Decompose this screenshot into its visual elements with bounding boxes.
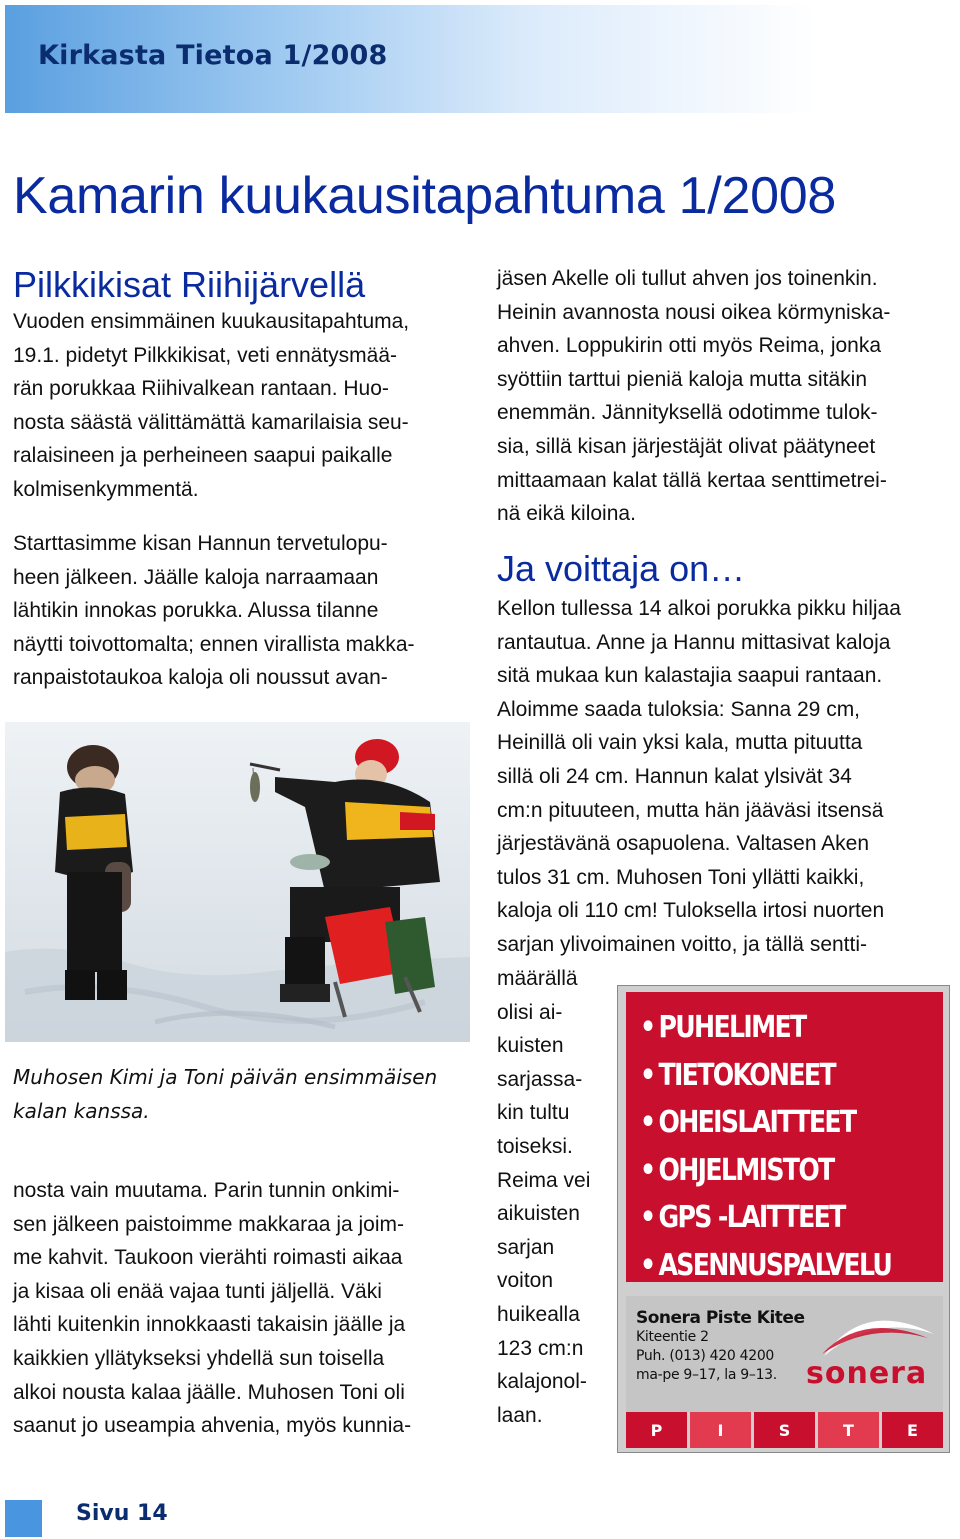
text-line: Heinillä oli vain yksi kala, mutta pituutta bbox=[497, 731, 863, 755]
text-line: sia, sillä kisan järjestäjät olivat päätyneet bbox=[497, 434, 876, 458]
text-line: ahven. Loppukirin otti myös Reima, jonka bbox=[497, 334, 882, 358]
shop-address: Kiteentie 2 bbox=[636, 1329, 709, 1345]
text-line: Vuoden ensimmäinen kuukausitapahtuma, bbox=[13, 310, 410, 333]
column1-paragraph3 bbox=[13, 1174, 411, 1443]
bullet-icon: • bbox=[640, 1010, 657, 1045]
bullet-icon: • bbox=[640, 1105, 657, 1140]
text-line: lähti kuitenkin innokkaasti takaisin jäälle ja bbox=[13, 1313, 406, 1337]
text-line: olisi ai- bbox=[497, 1000, 563, 1024]
ad-item: •PUHELIMET bbox=[640, 1004, 891, 1052]
text-line: enemmän. Jännityksellä odotimme tulok- bbox=[497, 401, 878, 425]
text-line: sarjan bbox=[497, 1235, 555, 1259]
text-line: sarjassa- bbox=[497, 1067, 583, 1091]
text-line: mittaamaan kalat tällä kertaa senttimetrei- bbox=[497, 468, 887, 492]
text-line: huikealla bbox=[497, 1302, 580, 1326]
piste-letter-strip bbox=[626, 1412, 943, 1448]
text-line: tulos 31 cm. Muhosen Toni yllätti kaikki, bbox=[497, 865, 865, 889]
text-line: cm:n pituuteen, mutta hän jääväsi itsensä bbox=[497, 798, 884, 822]
ice-fishing-photo bbox=[5, 722, 470, 1042]
text-line: järjestävänä osapuolena. Valtasen Aken bbox=[497, 832, 870, 856]
text-line: näytti toivottomalta; ennen virallista makka- bbox=[13, 632, 415, 656]
shop-info bbox=[636, 1308, 805, 1385]
column1-paragraph2 bbox=[13, 527, 415, 695]
text-line: kaloja oli 110 cm! Tuloksella irtosi nuorten bbox=[497, 899, 885, 923]
sonera-swoosh-icon bbox=[804, 1304, 938, 1364]
text-line: kolmisenkymmentä. bbox=[13, 477, 199, 501]
text-line: Reima vei bbox=[497, 1168, 591, 1192]
text-line: 123 cm:n bbox=[497, 1336, 584, 1360]
text-line: nä eikä kiloina. bbox=[497, 502, 636, 526]
bullet-icon: • bbox=[640, 1200, 657, 1235]
text-line: sen jälkeen paistoimme makkaraa ja joim- bbox=[13, 1212, 404, 1236]
text-line: jäsen Akelle oli tullut ahven jos toinenkin. bbox=[497, 267, 878, 290]
text-line: nosta säästä välittämättä kamarilaisia seu- bbox=[13, 410, 409, 434]
ad-item: •OHJELMISTOT bbox=[640, 1147, 891, 1195]
shop-name: Sonera Piste Kitee bbox=[636, 1308, 805, 1328]
text-line: ranpaistotaukoa kaloja oli noussut avan- bbox=[13, 666, 388, 690]
article-title: Kamarin kuukausitapahtuma 1/2008 bbox=[13, 167, 836, 225]
ad-product-list bbox=[640, 1004, 939, 1289]
text-line: alkoi nousta kalaa jäälle. Muhosen Toni oli bbox=[13, 1380, 405, 1404]
shop-phone: Puh. (013) 420 4200 bbox=[636, 1348, 775, 1364]
ice-fishing-illustration bbox=[5, 722, 470, 1042]
text-line: Starttasimme kisan Hannun tervetulopu- bbox=[13, 532, 388, 555]
sonera-logo bbox=[804, 1304, 938, 1406]
text-line: Heinin avannosta nousi oikea körmyniska- bbox=[497, 300, 891, 324]
text-line: aikuisten bbox=[497, 1202, 580, 1226]
text-line: Aloimme saada tuloksia: Sanna 29 cm, bbox=[497, 697, 861, 721]
sonera-wordmark: sonera bbox=[806, 1356, 928, 1391]
bullet-icon: • bbox=[640, 1152, 657, 1188]
text-line: sillä oli 24 cm. Hannun kalat ylsivät 34 bbox=[497, 764, 852, 788]
column2-paragraph1 bbox=[497, 262, 890, 531]
caption-line: kalan kanssa. bbox=[13, 1099, 150, 1123]
bullet-icon: • bbox=[640, 1057, 657, 1093]
text-line: laan. bbox=[497, 1403, 543, 1427]
text-line: nosta vain muutama. Parin tunnin onkimi- bbox=[13, 1179, 400, 1202]
ad-item: •ASENNUSPALVELU bbox=[640, 1242, 891, 1290]
text-line: saanut jo useampia ahvenia, myös kunnia- bbox=[13, 1414, 412, 1438]
text-line: toiseksi. bbox=[497, 1134, 573, 1158]
ad-item: •TIETOKONEET bbox=[640, 1052, 891, 1100]
bullet-icon: • bbox=[640, 1247, 657, 1283]
text-line: heen jälkeen. Jäälle kaloja narraamaan bbox=[13, 565, 379, 589]
footer-marker bbox=[5, 1500, 42, 1537]
piste-letter: E bbox=[882, 1412, 943, 1448]
ad-contact-panel bbox=[626, 1296, 943, 1412]
text-line: 19.1. pidetyt Pilkkikisat, veti ennätysmää- bbox=[13, 343, 398, 367]
section-heading-pilkkikisat: Pilkkikisat Riihijärvellä bbox=[13, 264, 366, 305]
newsletter-title: Kirkasta Tietoa 1/2008 bbox=[38, 40, 388, 71]
column1-paragraph1 bbox=[13, 305, 409, 507]
piste-letter: S bbox=[754, 1412, 815, 1448]
ad-item: •OHEISLAITTEET bbox=[640, 1099, 891, 1147]
text-line: rän porukkaa Riihivalkean rantaan. Huo- bbox=[13, 377, 389, 401]
text-line: ja kisaa oli enää vajaa tunti jäljellä. Väki bbox=[13, 1279, 382, 1303]
text-line: ralaisineen ja perheineen saapui paikalle bbox=[13, 444, 393, 468]
section-heading-voittaja: Ja voittaja on… bbox=[497, 548, 746, 589]
text-line: me kahvit. Taukoon vierähti roimasti aikaa bbox=[13, 1246, 403, 1270]
column2-narrow-text bbox=[497, 962, 590, 1432]
column2-paragraph2 bbox=[497, 592, 901, 962]
text-line: määrällä bbox=[497, 967, 578, 990]
shop-hours: ma-pe 9–17, la 9–13. bbox=[636, 1367, 777, 1383]
piste-letter: P bbox=[626, 1412, 687, 1448]
text-line: sarjan ylivoimainen voitto, ja tällä sentti- bbox=[497, 932, 868, 956]
text-line: Kellon tullessa 14 alkoi porukka pikku hiljaa bbox=[497, 597, 901, 620]
text-line: kin tultu bbox=[497, 1101, 570, 1125]
text-line: lähtikin innokas porukka. Alussa tilanne bbox=[13, 599, 379, 623]
caption-line: Muhosen Kimi ja Toni päivän ensimmäisen bbox=[13, 1065, 438, 1089]
text-line: kalajonol- bbox=[497, 1370, 587, 1394]
ad-product-panel bbox=[626, 992, 943, 1282]
text-line: syöttiin tarttui pieniä kaloja mutta sitäkin bbox=[497, 367, 868, 391]
text-line: voiton bbox=[497, 1269, 554, 1293]
page-number: Sivu 14 bbox=[76, 1501, 168, 1526]
text-line: sitä mukaa kun kalastajia saapui rantaan. bbox=[497, 664, 883, 688]
text-line: rantautua. Anne ja Hannu mittasivat kaloja bbox=[497, 630, 891, 654]
text-line: kuisten bbox=[497, 1034, 564, 1058]
piste-letter: I bbox=[690, 1412, 751, 1448]
piste-letter: T bbox=[818, 1412, 879, 1448]
photo-caption bbox=[13, 1060, 437, 1128]
ad-item: •GPS -LAITTEET bbox=[640, 1194, 891, 1242]
sonera-piste-advertisement bbox=[617, 985, 950, 1453]
text-line: kaikkien yllätykseksi yhdellä sun toisella bbox=[13, 1346, 385, 1370]
